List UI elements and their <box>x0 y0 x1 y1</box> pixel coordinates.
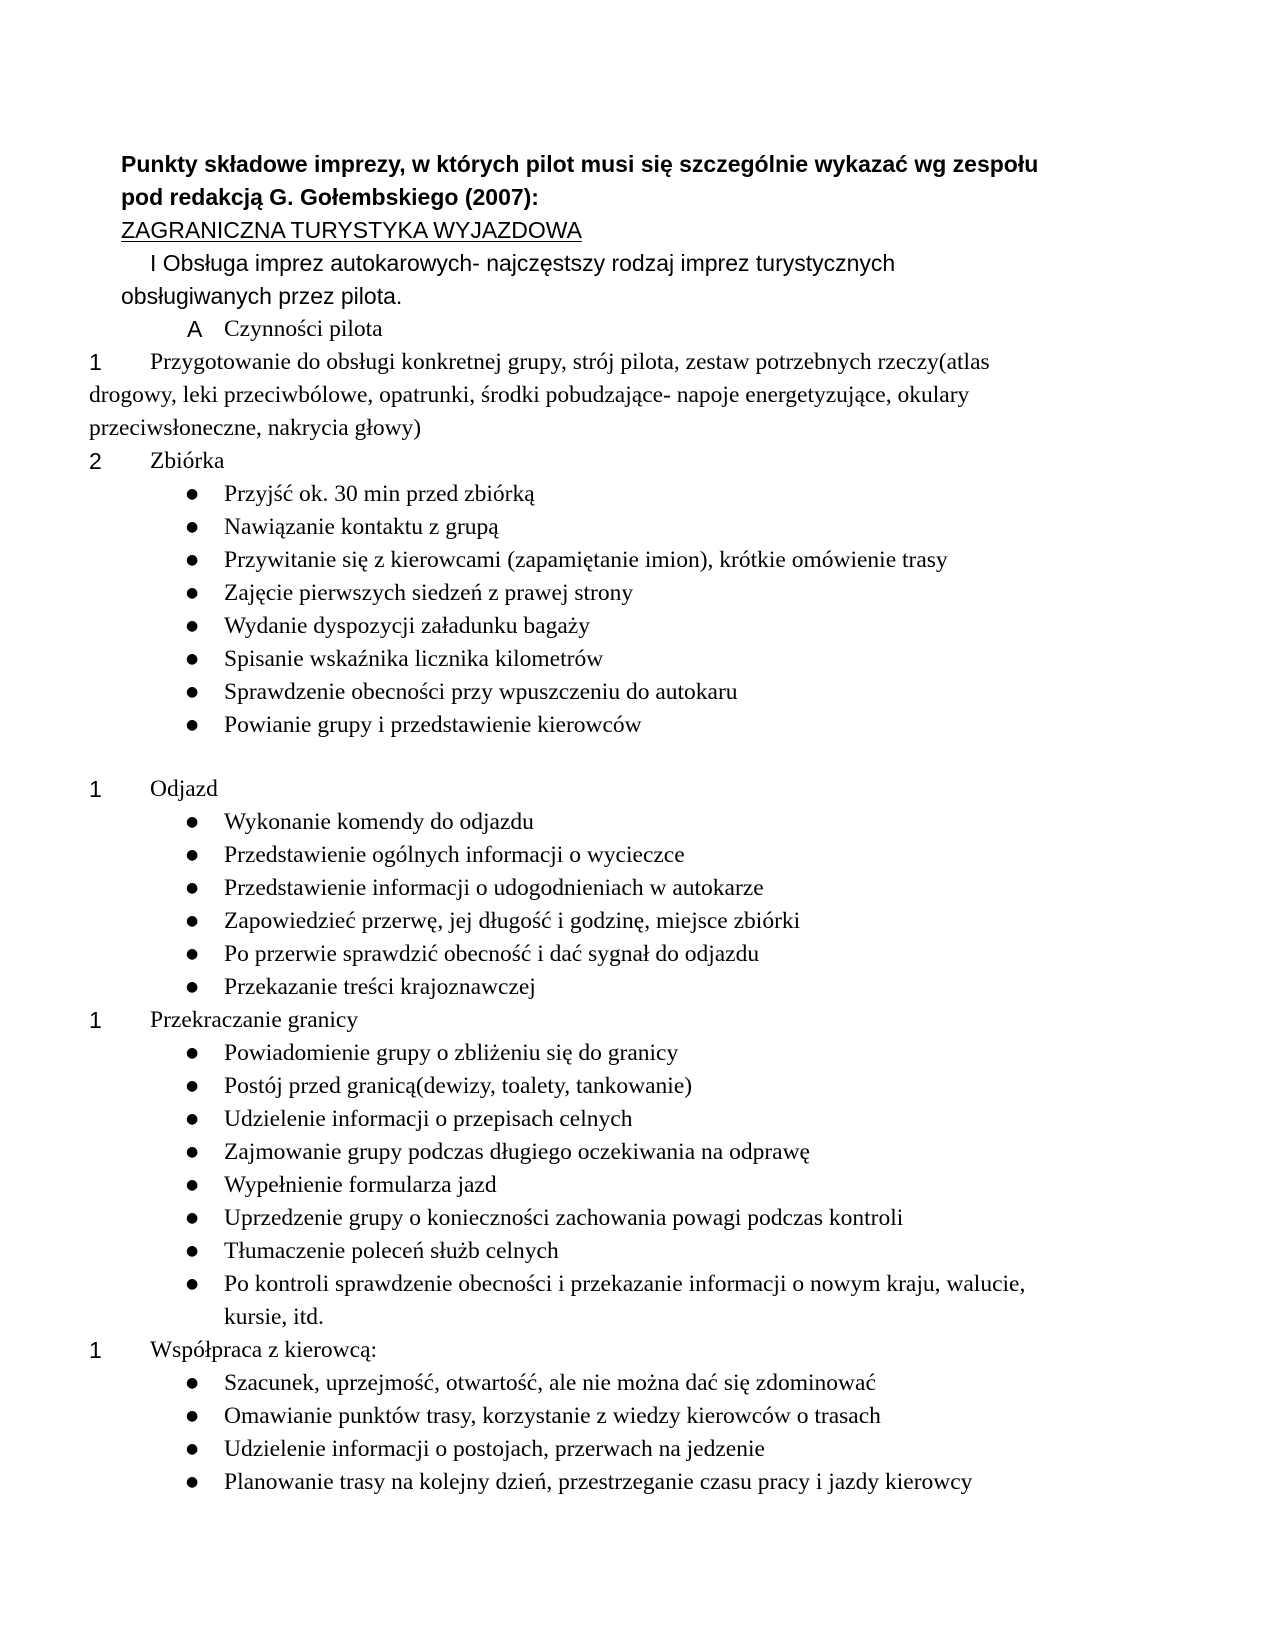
bullet-icon: ● <box>186 618 199 634</box>
bullet-icon: ● <box>186 684 199 700</box>
list-item: Zapowiedzieć przerwę, jej długość i godzinę, miejsce zbiórki <box>224 908 801 934</box>
bullet-icon: ● <box>186 1177 199 1193</box>
list-item: Przedstawienie informacji o udogodnieniach w autokarze <box>224 875 764 901</box>
bullet-icon: ● <box>186 913 199 929</box>
bullet-icon: ● <box>186 880 199 896</box>
bullet-icon: ● <box>186 1474 199 1490</box>
list-item: Zajmowanie grupy podczas długiego oczekiwania na odprawę <box>224 1139 810 1165</box>
bullet-icon: ● <box>186 1441 199 1457</box>
bullet-icon: ● <box>186 1045 199 1061</box>
list-item: Omawianie punktów trasy, korzystanie z wiedzy kierowców o trasach <box>224 1403 881 1429</box>
section-number: 1 <box>89 1007 102 1033</box>
section-number: 1 <box>89 776 102 802</box>
subheading-letter: A <box>187 316 203 342</box>
bullet-icon: ● <box>186 486 199 502</box>
list-item: Uprzedzenie grupy o konieczności zachowania powagi podczas kontroli <box>224 1205 904 1231</box>
section-number: 1 <box>89 349 102 375</box>
document-subtitle: ZAGRANICZNA TURYSTYKA WYJAZDOWA <box>121 217 582 243</box>
subheading-text: Czynności pilota <box>224 316 383 342</box>
bullet-icon: ● <box>186 1408 199 1424</box>
list-item: Przedstawienie ogólnych informacji o wycieczce <box>224 842 685 868</box>
section-1-text-line-2: drogowy, leki przeciwbólowe, opatrunki, środki pobudzające- napoje energetyzujące, okulary <box>89 382 970 408</box>
list-item: Planowanie trasy na kolejny dzień, przestrzeganie czasu pracy i jazdy kierowcy <box>224 1469 973 1495</box>
list-item: Postój przed granicą(dewizy, toalety, tankowanie) <box>224 1073 693 1099</box>
list-item: Po kontroli sprawdzenie obecności i przekazanie informacji o nowym kraju, walucie, <box>224 1271 1026 1297</box>
list-item: Przywitanie się z kierowcami (zapamiętanie imion), krótkie omówienie trasy <box>224 547 948 573</box>
document-title-line-1: Punkty składowe imprezy, w których pilot musi się szczególnie wykazać wg zespołu <box>121 151 1039 177</box>
bullet-icon: ● <box>186 585 199 601</box>
bullet-icon: ● <box>186 519 199 535</box>
section-title-granica: Przekraczanie granicy <box>150 1007 359 1033</box>
list-item: Powianie grupy i przedstawienie kierowców <box>224 712 642 738</box>
list-item: Sprawdzenie obecności przy wpuszczeniu do autokaru <box>224 679 738 705</box>
section-1-text-line-1: Przygotowanie do obsługi konkretnej grupy, strój pilota, zestaw potrzebnych rzeczy(atlas <box>150 349 990 375</box>
bullet-icon: ● <box>186 1144 199 1160</box>
bullet-icon: ● <box>186 814 199 830</box>
section-title-wspolpraca: Współpraca z kierowcą: <box>150 1337 378 1363</box>
list-item: Nawiązanie kontaktu z grupą <box>224 514 499 540</box>
list-item: Przekazanie treści krajoznawczej <box>224 974 536 1000</box>
bullet-icon: ● <box>186 1210 199 1226</box>
list-item: Szacunek, uprzejmość, otwartość, ale nie można dać się zdominować <box>224 1370 876 1396</box>
bullet-icon: ● <box>186 1078 199 1094</box>
bullet-icon: ● <box>186 847 199 863</box>
bullet-icon: ● <box>186 1111 199 1127</box>
bullet-icon: ● <box>186 1243 199 1259</box>
list-item: Spisanie wskaźnika licznika kilometrów <box>224 646 604 672</box>
bullet-icon: ● <box>186 651 199 667</box>
list-item: Wypełnienie formularza jazd <box>224 1172 497 1198</box>
bullet-icon: ● <box>186 552 199 568</box>
list-item: Tłumaczenie poleceń służb celnych <box>224 1238 559 1264</box>
list-item-continuation: kursie, itd. <box>224 1304 324 1330</box>
list-item: Powiadomienie grupy o zbliżeniu się do granicy <box>224 1040 679 1066</box>
section-title-odjazd: Odjazd <box>150 776 218 802</box>
bullet-icon: ● <box>186 717 199 733</box>
list-item: Wydanie dyspozycji załadunku bagaży <box>224 613 590 639</box>
intro-line-2: obsługiwanych przez pilota. <box>121 283 403 309</box>
list-item: Udzielenie informacji o postojach, przerwach na jedzenie <box>224 1436 765 1462</box>
bullet-icon: ● <box>186 1276 199 1292</box>
intro-line-1: I Obsługa imprez autokarowych- najczęstszy rodzaj imprez turystycznych <box>150 250 896 276</box>
section-number: 2 <box>89 448 102 474</box>
bullet-icon: ● <box>186 979 199 995</box>
document-title-line-2: pod redakcją G. Gołembskiego (2007): <box>121 184 539 210</box>
section-title-zbiorka: Zbiórka <box>150 448 225 474</box>
bullet-icon: ● <box>186 1375 199 1391</box>
list-item: Wykonanie komendy do odjazdu <box>224 809 534 835</box>
section-1-text-line-3: przeciwsłoneczne, nakrycia głowy) <box>89 415 422 441</box>
list-item: Zajęcie pierwszych siedzeń z prawej strony <box>224 580 634 606</box>
bullet-icon: ● <box>186 946 199 962</box>
list-item: Udzielenie informacji o przepisach celnych <box>224 1106 633 1132</box>
section-number: 1 <box>89 1337 102 1363</box>
list-item: Przyjść ok. 30 min przed zbiórką <box>224 481 535 507</box>
list-item: Po przerwie sprawdzić obecność i dać sygnał do odjazdu <box>224 941 760 967</box>
